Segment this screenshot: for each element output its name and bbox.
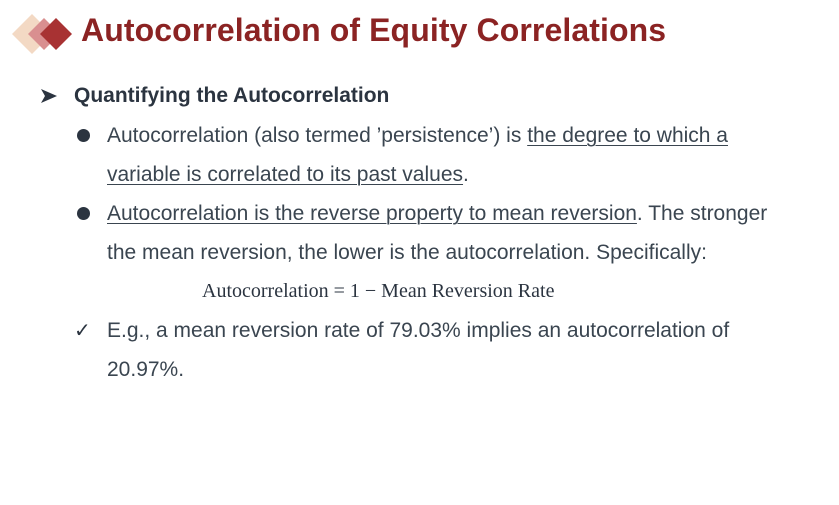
bullet-2-text-plain: . The stronger: [636, 202, 768, 225]
example-line-2: 20.97%.: [107, 358, 185, 381]
bullet-dot-icon: [77, 129, 90, 142]
bullet-1-line-1: [107, 123, 728, 149]
example-line-1: E.g., a mean reversion rate of 79.03% implies an autocorrelation of: [107, 319, 730, 342]
bullet-1-line-2: [107, 162, 469, 188]
bullet-1-text-underlined: the degree to which a: [527, 124, 728, 147]
checkmark-icon: ✓: [74, 318, 91, 342]
formula: Autocorrelation = 1 − Mean Reversion Rate: [202, 280, 555, 302]
bullet-2-line-2: [107, 240, 707, 266]
arrow-bullet-icon: [40, 86, 58, 106]
bullet-1-text-plain: Autocorrelation (also termed ’persistence’) is: [107, 124, 528, 147]
bullet-2-line-1: [107, 201, 767, 227]
bullet-2-text-underlined: Autocorrelation is the reverse property to mean reversion: [107, 202, 637, 225]
bullet-dot-icon: [77, 207, 90, 220]
bullet-1-text-underlined-2: variable is correlated to its past values: [107, 163, 464, 186]
bullet-1-text-period: .: [463, 163, 469, 186]
bullet-2-text-line-2: the mean reversion, the lower is the autocorrelation. Specifically:: [107, 241, 707, 264]
slide-title: Autocorrelation of Equity Correlations: [81, 12, 667, 48]
section-heading: Quantifying the Autocorrelation: [74, 84, 390, 107]
diamond-logo-icon: [10, 12, 76, 56]
